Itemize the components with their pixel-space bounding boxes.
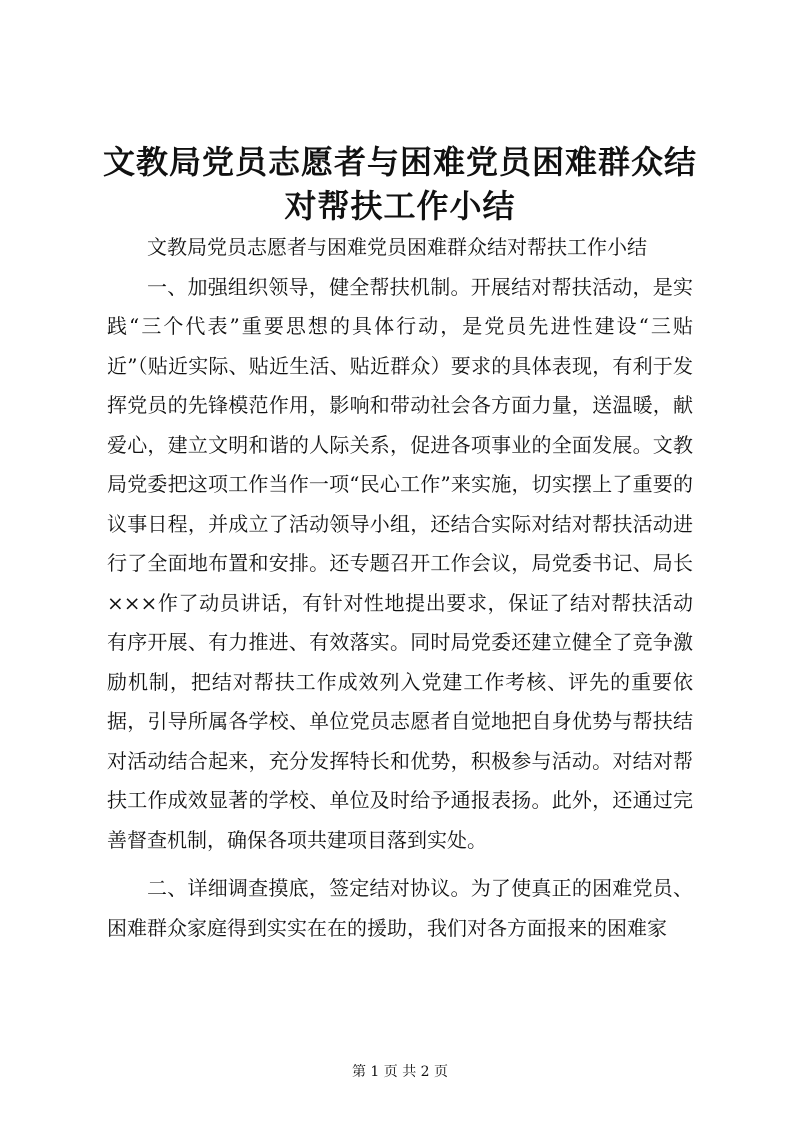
document-body — [107, 228, 693, 948]
body-paragraph-2: 二、详细调查摸底，签定结对协议。为了使真正的困难党员、困难群众家庭得到实实在在的援助，我们对各方面报来的困难家 — [107, 876, 693, 940]
document-title: 文教局党员志愿者与困难党员困难群众结对帮扶工作小结 — [102, 143, 697, 225]
subtitle-paragraph: 文教局党员志愿者与困难党员困难群众结对帮扶工作小结 — [147, 235, 647, 259]
body-paragraph-1: 一、加强组织领导，健全帮扶机制。开展结对帮扶活动，是实践“三个代表”重要思想的具体行动，是党员先进性建设“三贴近”（贴近实际、贴近生活、贴近群众）要求的具体表现，有利于发挥党员的先锋模范作用，影响和带动社会各方面力量，送温暖，献爱心，建立文明和谐的人际关系，促进各项事业的全面发展。文教局党委把这项工作当作一项“民心工作”来实施，切实摆上了重要的议事日程，并成立了活动领导小组，还结合实际对结对帮扶活动进行了全面地布置和安排。还专题召开工作会议，局党委书记、局长×××作了动员讲话，有针对性地提出要求，保证了结对帮扶活动有序开展、有力推进、有效落实。同时局党委还建立健全了竞争激励机制，把结对帮扶工作成效列入党建工作考核、评先的重要依据，引导所属各学校、单位党员志愿者自觉地把自身优势与帮扶结对活动结合起来，充分发挥特长和优势，积极参与活动。对结对帮扶工作成效显著的学校、单位及时给予通报表扬。此外，还通过完善督查机制，确保各项共建项目落到实处。 — [107, 274, 693, 852]
page-footer: 第 1 页 共 2 页 — [351, 1064, 449, 1080]
